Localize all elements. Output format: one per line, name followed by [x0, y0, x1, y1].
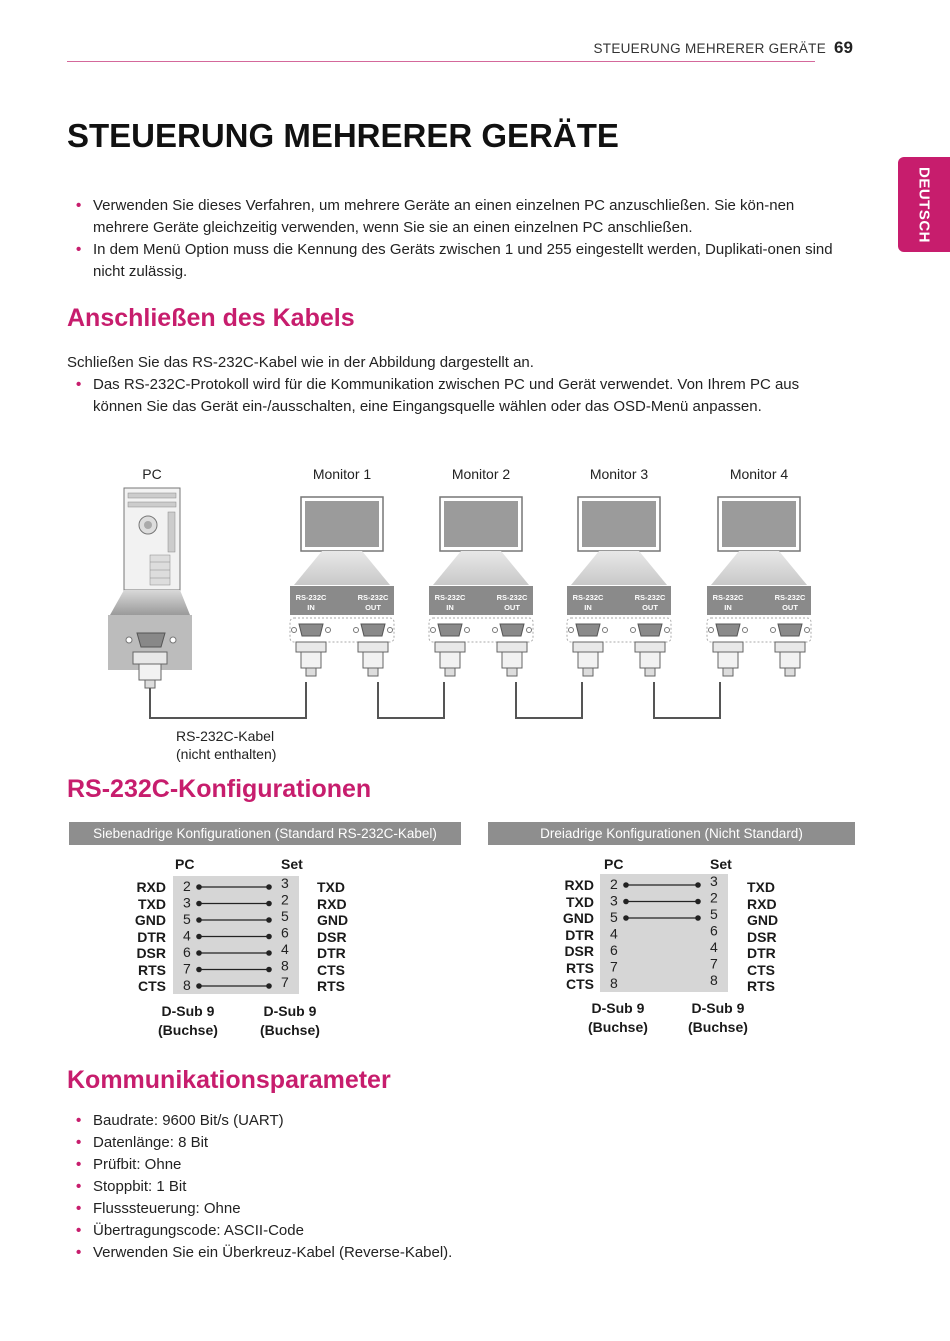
- monitor-2: [429, 466, 533, 676]
- pin-number: 7: [710, 955, 718, 972]
- cable-plug-icon: [435, 642, 465, 676]
- cable-bullet-list: [67, 374, 847, 418]
- pin-number: 2: [183, 878, 191, 894]
- port-in-sub: IN: [307, 603, 315, 612]
- signal-label: RXD: [747, 895, 777, 912]
- wire-dot: [623, 882, 629, 888]
- signal-label: DSR: [747, 928, 777, 945]
- pin-number: 4: [183, 927, 191, 944]
- wire-dot: [695, 915, 701, 921]
- language-tab: [898, 157, 950, 252]
- signal-label: GND: [134, 912, 166, 928]
- signal-label: RTS: [747, 978, 775, 994]
- cable-plug-icon: [635, 642, 665, 676]
- signal-label: RTS: [138, 961, 166, 978]
- param-bullet: • Datenlänge: 8 Bit: [67, 1132, 847, 1154]
- pin-number: 3: [710, 874, 718, 889]
- params-bullet-list: [67, 1110, 847, 1264]
- signal-label: GND: [562, 910, 594, 926]
- intro-bullet-list: [67, 195, 847, 283]
- connector-type: D-Sub 9: [161, 1003, 215, 1019]
- pin-number: 5: [610, 909, 618, 925]
- dsub-in-port-icon: [709, 624, 748, 636]
- param-bullet: • Flusssteuerung: Ohne: [67, 1198, 847, 1220]
- monitor-group-container: [290, 466, 811, 676]
- port-out-label: RS-232C: [496, 593, 528, 602]
- monitor-label: Monitor 2: [451, 466, 511, 482]
- cable-plug-icon: [573, 642, 603, 676]
- signal-label: GND: [317, 912, 349, 928]
- connector-gender: (Buchse): [158, 1022, 218, 1038]
- pin-number: 8: [610, 975, 618, 991]
- seven-wire-set-connector: [260, 1002, 320, 1040]
- pin-number: 6: [183, 944, 191, 960]
- seven-wire-pc-connector: [158, 1002, 218, 1040]
- pin-number: 5: [710, 906, 718, 922]
- monitor-icon: [440, 497, 522, 551]
- wire-dot: [266, 983, 272, 989]
- seven-wire-pc-header: PC: [175, 856, 195, 872]
- signal-label: RXD: [136, 879, 166, 895]
- port-out-sub: OUT: [504, 603, 520, 612]
- header-divider: [67, 61, 815, 62]
- signal-label: RTS: [566, 959, 594, 976]
- dsub-in-port-icon: [569, 624, 608, 636]
- pin-number: 3: [610, 892, 618, 909]
- wire-dot: [196, 950, 202, 956]
- pc-tower-icon: [124, 488, 180, 590]
- cable-plug-icon: [713, 642, 743, 676]
- monitor-4: [707, 466, 811, 676]
- wire-dot: [695, 899, 701, 905]
- pin-number: 8: [281, 957, 289, 974]
- signal-label: CTS: [138, 978, 166, 994]
- pin-number: 5: [281, 908, 289, 924]
- intro-bullet: • Verwenden Sie dieses Verfahren, um mehrere Geräte an einen einzelnen PC anzuschließen. Sie kön-nen mehrere Geräte gleichzeitig verwenden, wenn Sie sie an einen einzelnen PC anschließen.: [67, 195, 847, 239]
- wire-dot: [623, 899, 629, 905]
- param-bullet: • Übertragungscode: ASCII-Code: [67, 1220, 847, 1242]
- three-wire-wiring: [600, 874, 728, 992]
- rs232c-cable-monitor1-2: [378, 682, 444, 718]
- pin-number: 8: [183, 977, 191, 993]
- seven-wire-left-signals: [132, 879, 166, 995]
- wire-dot: [196, 967, 202, 973]
- three-wire-set-connector: [688, 999, 748, 1037]
- monitor-label: Monitor 3: [589, 466, 649, 482]
- signal-label: DTR: [565, 926, 594, 943]
- wire-dot: [196, 983, 202, 989]
- seven-wire-heading: Siebenadrige Konfigurationen (Standard RS-232C-Kabel): [69, 822, 461, 845]
- three-wire-diagram: [550, 854, 810, 1044]
- three-wire-heading: Dreiadrige Konfigurationen (Nicht Standard): [488, 822, 855, 845]
- three-wire-set-header: Set: [710, 856, 732, 872]
- port-in-label: RS-232C: [712, 593, 744, 602]
- pin-number: 4: [710, 939, 718, 955]
- signal-label: TXD: [317, 879, 345, 895]
- seven-wire-pin-box: [173, 876, 299, 994]
- pin-number: 4: [610, 925, 618, 942]
- wire-dot: [266, 950, 272, 956]
- seven-wire-right-signals: [317, 879, 348, 995]
- connector-gender: (Buchse): [588, 1019, 648, 1035]
- cable-label-line2: (nicht enthalten): [176, 746, 277, 762]
- page-title: STEUERUNG MEHRERER GERÄTE: [67, 117, 619, 154]
- pin-number: 4: [281, 941, 289, 957]
- pin-number: 6: [710, 922, 718, 939]
- three-wire-pc-connector: [588, 999, 648, 1037]
- signal-label: RXD: [564, 877, 594, 893]
- port-in-label: RS-232C: [572, 593, 604, 602]
- port-in-sub: IN: [584, 603, 592, 612]
- cable-plug-icon: [296, 642, 326, 676]
- three-wire-left-signals: [560, 877, 594, 993]
- pin-number: 3: [183, 894, 191, 911]
- rs232c-cable-monitor2-3: [516, 682, 582, 718]
- seven-wire-set-header: Set: [281, 856, 303, 872]
- monitor-icon: [718, 497, 800, 551]
- cable-plug-icon: [497, 642, 527, 676]
- monitor-label: Monitor 1: [312, 466, 372, 482]
- cable-plug-icon: [358, 642, 388, 676]
- monitor-icon: [301, 497, 383, 551]
- wire-dot: [266, 934, 272, 940]
- param-bullet: • Stoppbit: 1 Bit: [67, 1176, 847, 1198]
- language-tab-label: DEUTSCH: [915, 166, 933, 243]
- pin-number: 6: [610, 942, 618, 958]
- running-header-title: STEUERUNG MEHRERER GERÄTE: [593, 41, 826, 56]
- cable-label-line1: RS-232C-Kabel: [176, 728, 275, 744]
- pc-label: PC: [142, 466, 162, 482]
- signal-label: DTR: [137, 928, 166, 945]
- pin-number: 6: [281, 924, 289, 941]
- pin-number: 2: [281, 891, 289, 908]
- monitor-3: [567, 466, 671, 676]
- seven-wire-diagram: [120, 854, 380, 1044]
- dsub-out-port-icon: [771, 624, 810, 636]
- param-bullet: • Prüfbit: Ohne: [67, 1154, 847, 1176]
- section-title-params: Kommunikationsparameter: [67, 1066, 391, 1094]
- seven-wire-wiring: [173, 876, 299, 994]
- dsub-in-port-icon: [292, 624, 331, 636]
- pin-number: 2: [610, 876, 618, 892]
- wire-dot: [266, 967, 272, 973]
- monitor-icon: [578, 497, 660, 551]
- port-out-sub: OUT: [642, 603, 658, 612]
- signal-label: DSR: [317, 928, 347, 945]
- connector-type: D-Sub 9: [691, 1000, 745, 1016]
- port-in-sub: IN: [446, 603, 454, 612]
- signal-label: TXD: [566, 893, 594, 910]
- wire-dot: [266, 917, 272, 923]
- connector-type: D-Sub 9: [263, 1003, 317, 1019]
- dsub-out-port-icon: [631, 624, 670, 636]
- wire-dot: [623, 915, 629, 921]
- signal-label: TXD: [747, 879, 775, 895]
- dsub-out-port-icon: [354, 624, 393, 636]
- pin-number: 8: [710, 972, 718, 988]
- pin-number: 5: [183, 911, 191, 927]
- signal-label: DTR: [317, 945, 346, 961]
- three-wire-pin-box: [600, 874, 728, 992]
- param-bullet: • Baudrate: 9600 Bit/s (UART): [67, 1110, 847, 1132]
- pin-number: 7: [183, 960, 191, 977]
- cable-paragraph: Schließen Sie das RS-232C-Kabel wie in der Abbildung dargestellt an.: [67, 354, 534, 371]
- monitor-1: [290, 466, 394, 676]
- pin-number: 2: [710, 889, 718, 906]
- connector-gender: (Buchse): [688, 1019, 748, 1035]
- port-out-label: RS-232C: [357, 593, 389, 602]
- section-title-cable: Anschließen des Kabels: [67, 304, 355, 332]
- pin-number: 7: [610, 958, 618, 975]
- wire-dot: [196, 884, 202, 890]
- signal-label: DSR: [564, 943, 594, 959]
- section-title-config: RS-232C-Konfigurationen: [67, 775, 372, 803]
- wire-dot: [196, 934, 202, 940]
- pin-number: 3: [281, 876, 289, 891]
- port-in-label: RS-232C: [295, 593, 327, 602]
- wire-dot: [196, 901, 202, 907]
- connection-diagram: [0, 455, 950, 775]
- cable-bullet: • Das RS-232C-Protokoll wird für die Kommunikation zwischen PC und Gerät verwendet. Von Ihrem PC aus können Sie das Gerät ein-/ausschalten, eine Eingangsquelle wählen oder das OSD-Menü anpassen.: [67, 374, 847, 418]
- port-out-label: RS-232C: [774, 593, 806, 602]
- cable-plug-icon: [775, 642, 805, 676]
- signal-label: CTS: [317, 961, 345, 978]
- dsub-in-port-icon: [431, 624, 470, 636]
- three-wire-pc-header: PC: [604, 856, 624, 872]
- port-in-sub: IN: [724, 603, 732, 612]
- wire-dot: [266, 884, 272, 890]
- three-wire-right-signals: [747, 879, 778, 995]
- pc-port-highlight: [110, 590, 190, 615]
- wire-dot: [196, 917, 202, 923]
- signal-label: TXD: [138, 895, 166, 912]
- port-out-sub: OUT: [365, 603, 381, 612]
- wire-dot: [266, 901, 272, 907]
- signal-label: CTS: [566, 976, 594, 992]
- pin-number: 7: [281, 974, 289, 990]
- signal-label: DSR: [136, 945, 166, 961]
- signal-label: CTS: [747, 961, 775, 978]
- monitor-label: Monitor 4: [729, 466, 789, 482]
- port-in-label: RS-232C: [434, 593, 466, 602]
- page-number: 69: [834, 38, 853, 57]
- connector-type: D-Sub 9: [591, 1000, 645, 1016]
- signal-label: RXD: [317, 895, 347, 912]
- signal-label: RTS: [317, 978, 345, 994]
- dsub-out-port-icon: [493, 624, 532, 636]
- connector-gender: (Buchse): [260, 1022, 320, 1038]
- port-out-sub: OUT: [782, 603, 798, 612]
- port-out-label: RS-232C: [634, 593, 666, 602]
- intro-bullet: • In dem Menü Option muss die Kennung des Geräts zwischen 1 und 255 eingestellt werden, Duplikati-onen sind nicht zulässig.: [67, 239, 847, 283]
- signal-label: DTR: [747, 945, 776, 961]
- rs232c-cable-monitor3-4: [654, 682, 720, 718]
- signal-label: GND: [747, 912, 779, 928]
- rs232c-cable-pc-monitor1: [150, 682, 306, 718]
- wire-dot: [695, 882, 701, 888]
- param-bullet: • Verwenden Sie ein Überkreuz-Kabel (Reverse-Kabel).: [67, 1242, 847, 1264]
